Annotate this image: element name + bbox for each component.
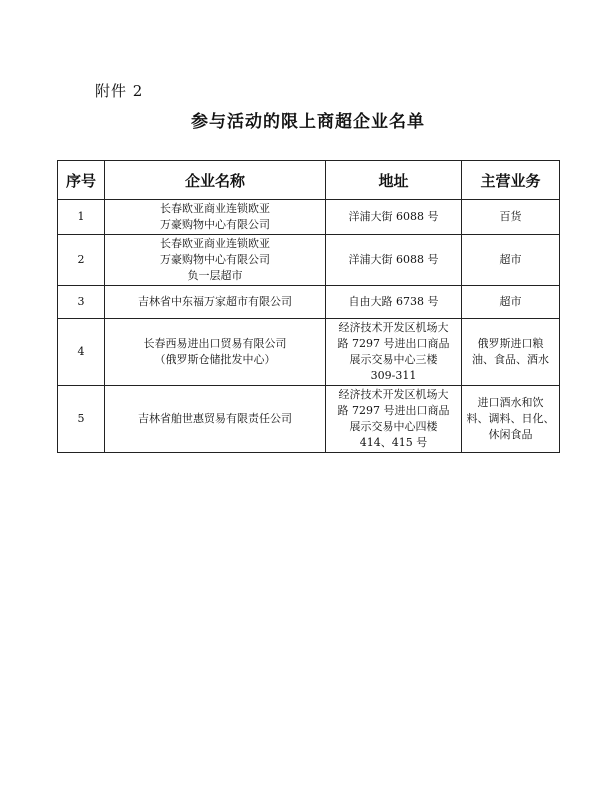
table-row [58,200,560,235]
cell-number: 3 [58,286,105,319]
cell-address: 经济技术开发区机场大 路 7297 号进出口商品 展示交易中心四楼 414、415 号 [326,386,462,453]
table-header-row [58,161,560,200]
cell-name: 长春欧亚商业连锁欧亚 万豪购物中心有限公司 [105,200,326,235]
cell-address: 洋浦大街 6088 号 [326,235,462,286]
cell-address: 自由大路 6738 号 [326,286,462,319]
cell-name: 吉林省中东福万家超市有限公司 [105,286,326,319]
page-title: 参与活动的限上商超企业名单 [191,112,425,132]
cell-number: 1 [58,200,105,235]
column-header-name: 企业名称 [105,161,326,200]
cell-business: 百货 [462,200,560,235]
cell-business: 进口酒水和饮 料、调料、日化、 休闲食品 [462,386,560,453]
table-row [58,286,560,319]
table-row [58,386,560,453]
cell-name: 吉林省舶世惠贸易有限责任公司 [105,386,326,453]
attachment-label: 附件 2 [95,82,144,100]
cell-business: 俄罗斯进口粮 油、食品、酒水 [462,319,560,386]
column-header-business: 主营业务 [462,161,560,200]
cell-number: 2 [58,235,105,286]
cell-address: 洋浦大街 6088 号 [326,200,462,235]
cell-address: 经济技术开发区机场大 路 7297 号进出口商品 展示交易中心三楼 309-311 [326,319,462,386]
enterprise-table [57,160,560,453]
column-header-address: 地址 [326,161,462,200]
table-row [58,235,560,286]
cell-name: 长春西易进出口贸易有限公司 （俄罗斯仓储批发中心） [105,319,326,386]
cell-business: 超市 [462,286,560,319]
cell-number: 5 [58,386,105,453]
column-header-number: 序号 [58,161,105,200]
cell-business: 超市 [462,235,560,286]
cell-number: 4 [58,319,105,386]
table-row [58,319,560,386]
cell-name: 长春欧亚商业连锁欧亚 万豪购物中心有限公司 负一层超市 [105,235,326,286]
